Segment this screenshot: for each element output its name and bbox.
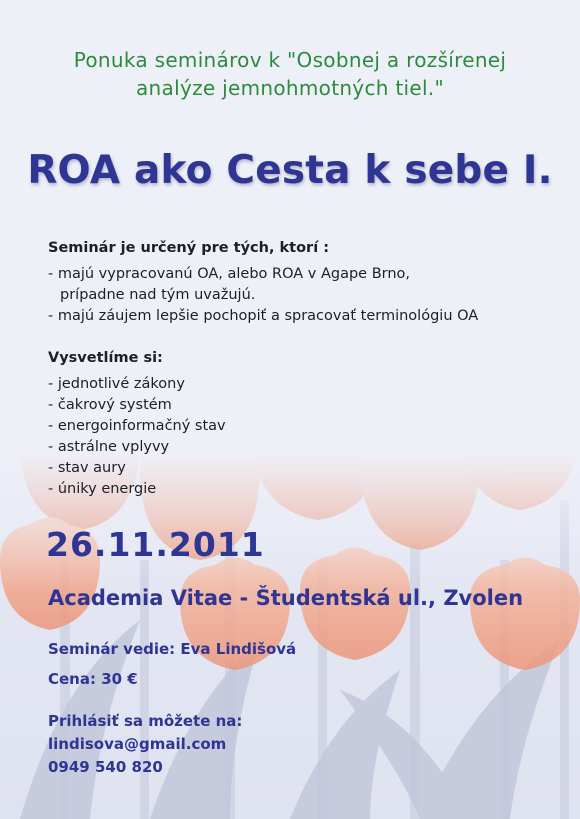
subtitle-line-1: Ponuka seminárov k "Osobnej a rozšírenej (73, 48, 507, 72)
topic-item: - čakrový systém (48, 397, 172, 413)
registration-label: Prihlásiť sa môžete na: (48, 712, 243, 730)
target-audience-section (48, 240, 478, 327)
registration-email: lindisova@gmail.com (48, 735, 227, 753)
audience-item: - majú vypracovanú OA, alebo ROA v Agape Brno, (48, 266, 411, 282)
audience-item: prípadne nad tým uvažujú. (60, 287, 256, 303)
topic-item: - energoinformačný stav (48, 418, 226, 434)
event-venue: Academia Vitae - Študentská ul., Zvolen (48, 586, 524, 610)
registration-phone: 0949 540 820 (48, 758, 163, 776)
seminar-title: ROA ako Cesta k sebe I. (27, 148, 553, 193)
event-date: 26.11.2011 (46, 525, 265, 564)
registration-info (48, 710, 242, 779)
lecturer-info: Seminár vedie: Eva Lindišová (48, 640, 297, 658)
topic-item: - stav aury (48, 460, 126, 476)
audience-item: - majú záujem lepšie pochopiť a spracovať terminológiu OA (48, 308, 479, 324)
subtitle-line-2: analýze jemnohmotných tiel." (136, 76, 444, 100)
audience-heading: Seminár je určený pre tých, ktorí : (48, 240, 330, 256)
topics-section (48, 350, 226, 500)
topics-heading: Vysvetlíme si: (48, 350, 163, 366)
topic-item: - úniky energie (48, 481, 157, 497)
price-info: Cena: 30 € (48, 670, 138, 688)
seminar-offer-subtitle (0, 46, 580, 102)
topic-item: - astrálne vplyvy (48, 439, 170, 455)
topic-item: - jednotlivé zákony (48, 376, 185, 392)
